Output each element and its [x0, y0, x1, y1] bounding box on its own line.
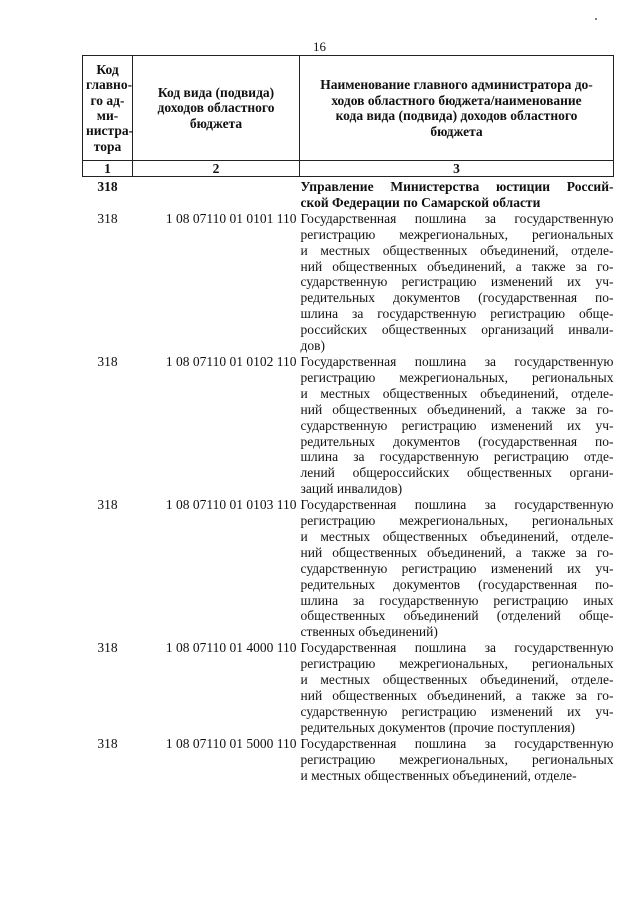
- description-line: регистрацию межрегиональных, региональных: [300, 369, 614, 385]
- description-line: Государственная пошлина за государственную: [300, 497, 614, 513]
- header-line: Код: [96, 62, 119, 78]
- admin-code-cell: 318: [97, 735, 118, 751]
- description-line: ний общественных объединений, а также за го-: [300, 544, 614, 560]
- description-line: регистрацию межрегиональных, региональных: [300, 751, 614, 767]
- description-line: и местных общественных объединений, отделе-: [300, 767, 577, 783]
- page-number: 16: [313, 39, 326, 54]
- scan-speck: [595, 18, 597, 20]
- description-line: и местных общественных объединений, отделе-: [300, 528, 614, 544]
- revenue-codes-table: [82, 55, 614, 783]
- agency-name: [300, 177, 614, 211]
- column-number-2: 2: [133, 161, 300, 177]
- column-number-1: 1: [83, 161, 133, 177]
- agency-kbk-empty: [133, 177, 300, 211]
- description-line: ний общественных объединений, а также за го-: [300, 688, 614, 703]
- description-line: сударственную регистрацию изменений их уч-: [300, 417, 614, 433]
- column-number-row: [83, 161, 614, 177]
- admin-code-cell: 318: [97, 640, 118, 656]
- header-line: го ад-: [90, 92, 125, 108]
- table-row: [83, 354, 614, 497]
- description-line: Государственная пошлина за государственную: [300, 735, 614, 751]
- description-line: Управление Министерства юстиции Россий-: [300, 179, 614, 194]
- revenue-code-cell: 1 08 07110 01 0102 110: [165, 353, 297, 369]
- table-row: [83, 640, 614, 735]
- agency-row: [83, 177, 614, 211]
- admin-code-cell: 318: [97, 497, 118, 513]
- description-line: дов): [300, 338, 325, 354]
- admin-code-cell: 318: [97, 210, 118, 226]
- header-name: [300, 56, 614, 161]
- description-line: шлина за государственную регистрацию отде-: [300, 449, 614, 465]
- description-line: редительных документов (государственная по-: [300, 576, 614, 592]
- header-revenue-code: [133, 56, 300, 161]
- header-line: бюджета: [189, 115, 243, 131]
- header-admin-code: [83, 56, 133, 161]
- header-line: Код вида (подвида): [157, 84, 275, 100]
- header-line: главно-: [86, 77, 133, 93]
- description-line: Государственная пошлина за государственную: [300, 353, 614, 369]
- description-line: ний общественных объединений, а также за го-: [300, 258, 614, 274]
- header-line: нистра-: [86, 123, 134, 139]
- description-line: редительных документов (государственная по-: [300, 433, 614, 449]
- description-line: редительных документов (государственная по-: [300, 290, 614, 306]
- description-cell: [300, 736, 614, 784]
- agency-code: 318: [97, 179, 118, 194]
- description-cell: [300, 640, 614, 735]
- header-line: Наименование главного администратора до-: [320, 77, 593, 92]
- header-line: тора: [93, 138, 122, 154]
- description-line: сударственную регистрацию изменений их уч-: [300, 274, 614, 290]
- description-line: и местных общественных объединений, отделе-: [300, 385, 614, 401]
- description-line: и местных общественных объединений, отделе-: [300, 242, 614, 258]
- description-line: лений общероссийских общественных органи-: [300, 465, 614, 481]
- description-cell: [300, 497, 614, 640]
- description-line: заций инвалидов): [300, 481, 403, 497]
- header-line: доходов областного: [157, 100, 275, 116]
- revenue-code-cell: 1 08 07110 01 0101 110: [165, 210, 297, 226]
- description-cell: [300, 354, 614, 497]
- description-line: шлина за государственную регистрацию обще-: [300, 306, 614, 322]
- description-line: и местных общественных объединений, отделе-: [300, 672, 614, 688]
- description-line: регистрацию межрегиональных, региональных: [300, 226, 614, 242]
- admin-code-cell: 318: [97, 353, 118, 369]
- description-line: сударственную регистрацию изменений их уч-: [300, 560, 614, 576]
- header-line: ходов областного бюджета/наименование: [331, 92, 582, 108]
- description-line: российских общественных организаций инвали-: [300, 322, 614, 338]
- description-line: сударственную регистрацию изменений их уч-: [300, 703, 614, 719]
- description-line: общественных объединений (отделений обще-: [300, 608, 614, 624]
- header-line: бюджета: [430, 123, 483, 139]
- description-line: регистрацию межрегиональных, региональных: [300, 656, 614, 672]
- column-number-3: 3: [300, 161, 614, 177]
- table-row: [83, 736, 614, 784]
- description-line: регистрацию межрегиональных, региональных: [300, 513, 614, 529]
- revenue-code-cell: 1 08 07110 01 0103 110: [165, 497, 297, 513]
- description-cell: [300, 211, 614, 354]
- description-line: Государственная пошлина за государственную: [300, 640, 614, 656]
- table-header-row: [83, 56, 614, 161]
- revenue-code-cell: 1 08 07110 01 5000 110: [165, 735, 297, 751]
- description-line: редительных документов (прочие поступления): [300, 719, 576, 735]
- description-line: Государственная пошлина за государственную: [300, 210, 614, 226]
- revenue-code-cell: 1 08 07110 01 4000 110: [165, 640, 297, 656]
- header-line: ми-: [96, 108, 119, 123]
- description-line: ской Федерации по Самарской области: [300, 194, 541, 210]
- header-line: кода вида (подвида) доходов областного: [335, 108, 578, 123]
- description-line: шлина за государственную регистрацию иных: [300, 592, 614, 608]
- description-line: ний общественных объединений, а также за го-: [300, 401, 614, 417]
- table-row: [83, 211, 614, 354]
- table-row: [83, 497, 614, 640]
- description-line: ственных объединений): [300, 624, 438, 640]
